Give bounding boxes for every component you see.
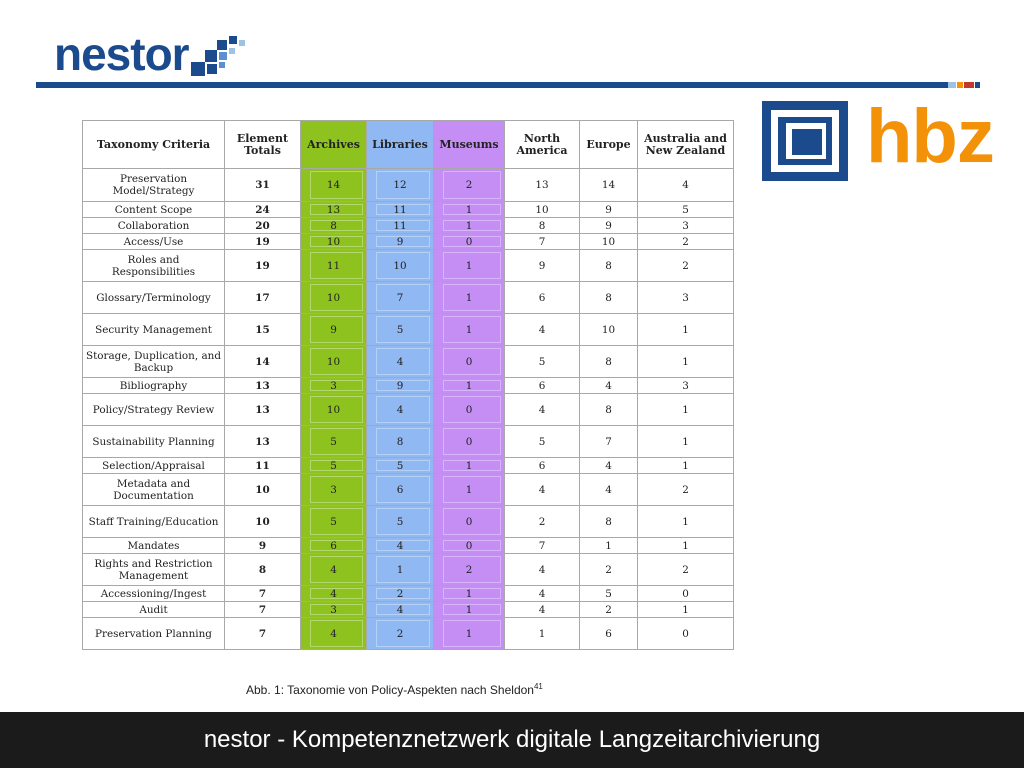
header-accent-red — [964, 82, 974, 88]
total-cell: 24 — [225, 202, 301, 218]
archives-cell: 3 — [301, 378, 367, 394]
criteria-cell: Rights and Restriction Management — [83, 554, 225, 586]
total-cell: 10 — [225, 506, 301, 538]
north-america-cell: 1 — [505, 618, 580, 650]
libraries-cell: 2 — [367, 586, 434, 602]
north-america-cell: 9 — [505, 250, 580, 282]
table-row — [83, 346, 734, 378]
museums-cell: 0 — [434, 234, 505, 250]
total-cell: 14 — [225, 346, 301, 378]
total-cell: 11 — [225, 458, 301, 474]
archives-cell: 4 — [301, 618, 367, 650]
libraries-cell: 4 — [367, 538, 434, 554]
footer-bar — [0, 712, 1024, 768]
north-america-cell: 4 — [505, 602, 580, 618]
north-america-cell: 13 — [505, 169, 580, 202]
museums-cell: 0 — [434, 346, 505, 378]
header-totals: Element Totals — [225, 121, 301, 169]
libraries-cell: 7 — [367, 282, 434, 314]
table-row — [83, 586, 734, 602]
total-cell: 15 — [225, 314, 301, 346]
australia-nz-cell: 4 — [638, 169, 734, 202]
australia-nz-cell: 1 — [638, 426, 734, 458]
table-row — [83, 506, 734, 538]
nestor-logo-squares-icon — [191, 36, 247, 76]
criteria-cell: Access/Use — [83, 234, 225, 250]
total-cell: 7 — [225, 618, 301, 650]
libraries-cell: 11 — [367, 218, 434, 234]
total-cell: 13 — [225, 426, 301, 458]
archives-cell: 6 — [301, 538, 367, 554]
criteria-cell: Collaboration — [83, 218, 225, 234]
header-museums: Museums — [434, 121, 505, 169]
europe-cell: 2 — [580, 554, 638, 586]
caption-text: Abb. 1: Taxonomie von Policy-Aspekten nach Sheldon — [246, 683, 534, 697]
hbz-logo — [762, 94, 994, 181]
total-cell: 10 — [225, 474, 301, 506]
north-america-cell: 7 — [505, 538, 580, 554]
total-cell: 20 — [225, 218, 301, 234]
table-row — [83, 426, 734, 458]
criteria-cell: Sustainability Planning — [83, 426, 225, 458]
table-row — [83, 314, 734, 346]
museums-cell: 1 — [434, 458, 505, 474]
criteria-cell: Roles and Responsibilities — [83, 250, 225, 282]
europe-cell: 4 — [580, 378, 638, 394]
north-america-cell: 4 — [505, 554, 580, 586]
table-row — [83, 378, 734, 394]
archives-cell: 14 — [301, 169, 367, 202]
europe-cell: 4 — [580, 474, 638, 506]
australia-nz-cell: 1 — [638, 602, 734, 618]
criteria-cell: Policy/Strategy Review — [83, 394, 225, 426]
europe-cell: 9 — [580, 218, 638, 234]
archives-cell: 10 — [301, 282, 367, 314]
museums-cell: 0 — [434, 394, 505, 426]
australia-nz-cell: 1 — [638, 538, 734, 554]
footer-text: nestor - Kompetenznetzwerk digitale Langzeitarchivierung — [203, 726, 821, 753]
libraries-cell: 6 — [367, 474, 434, 506]
north-america-cell: 4 — [505, 586, 580, 602]
museums-cell: 0 — [434, 426, 505, 458]
criteria-cell: Metadata and Documentation — [83, 474, 225, 506]
header-accent-blue — [975, 82, 980, 88]
north-america-cell: 6 — [505, 458, 580, 474]
criteria-cell: Audit — [83, 602, 225, 618]
table-header-row — [83, 121, 734, 169]
europe-cell: 5 — [580, 586, 638, 602]
australia-nz-cell: 2 — [638, 474, 734, 506]
total-cell: 19 — [225, 234, 301, 250]
europe-cell: 8 — [580, 506, 638, 538]
table-row — [83, 250, 734, 282]
museums-cell: 0 — [434, 538, 505, 554]
total-cell: 19 — [225, 250, 301, 282]
archives-cell: 10 — [301, 346, 367, 378]
museums-cell: 1 — [434, 618, 505, 650]
north-america-cell: 5 — [505, 426, 580, 458]
table-row — [83, 234, 734, 250]
total-cell: 8 — [225, 554, 301, 586]
australia-nz-cell: 3 — [638, 282, 734, 314]
archives-cell: 5 — [301, 426, 367, 458]
europe-cell: 6 — [580, 618, 638, 650]
australia-nz-cell: 1 — [638, 314, 734, 346]
hbz-logo-mark-icon — [762, 101, 848, 181]
total-cell: 17 — [225, 282, 301, 314]
australia-nz-cell: 1 — [638, 506, 734, 538]
museums-cell: 1 — [434, 218, 505, 234]
australia-nz-cell: 2 — [638, 234, 734, 250]
europe-cell: 10 — [580, 234, 638, 250]
north-america-cell: 10 — [505, 202, 580, 218]
table-row — [83, 554, 734, 586]
nestor-logo — [54, 28, 247, 80]
archives-cell: 5 — [301, 458, 367, 474]
figure-caption — [246, 683, 543, 697]
table-row — [83, 394, 734, 426]
archives-cell: 8 — [301, 218, 367, 234]
criteria-cell: Mandates — [83, 538, 225, 554]
header-australia-nz: Australia and New Zealand — [638, 121, 734, 169]
north-america-cell: 4 — [505, 314, 580, 346]
header-north-america: North America — [505, 121, 580, 169]
table-row — [83, 618, 734, 650]
north-america-cell: 6 — [505, 378, 580, 394]
museums-cell: 1 — [434, 602, 505, 618]
europe-cell: 2 — [580, 602, 638, 618]
header-criteria: Taxonomy Criteria — [83, 121, 225, 169]
europe-cell: 8 — [580, 394, 638, 426]
libraries-cell: 4 — [367, 346, 434, 378]
criteria-cell: Glossary/Terminology — [83, 282, 225, 314]
criteria-cell: Security Management — [83, 314, 225, 346]
nestor-logo-text: nestor — [54, 28, 189, 80]
museums-cell: 1 — [434, 202, 505, 218]
archives-cell: 10 — [301, 234, 367, 250]
libraries-cell: 11 — [367, 202, 434, 218]
total-cell: 9 — [225, 538, 301, 554]
australia-nz-cell: 5 — [638, 202, 734, 218]
total-cell: 7 — [225, 602, 301, 618]
table-row — [83, 169, 734, 202]
libraries-cell: 4 — [367, 394, 434, 426]
archives-cell: 9 — [301, 314, 367, 346]
criteria-cell: Bibliography — [83, 378, 225, 394]
europe-cell: 8 — [580, 282, 638, 314]
australia-nz-cell: 1 — [638, 394, 734, 426]
archives-cell: 11 — [301, 250, 367, 282]
north-america-cell: 7 — [505, 234, 580, 250]
archives-cell: 10 — [301, 394, 367, 426]
caption-footnote: 41 — [533, 682, 543, 691]
north-america-cell: 4 — [505, 394, 580, 426]
table-row — [83, 602, 734, 618]
australia-nz-cell: 1 — [638, 346, 734, 378]
header-divider — [36, 82, 948, 88]
europe-cell: 14 — [580, 169, 638, 202]
total-cell: 7 — [225, 586, 301, 602]
europe-cell: 8 — [580, 346, 638, 378]
europe-cell: 4 — [580, 458, 638, 474]
table-body — [83, 169, 734, 650]
table-row — [83, 458, 734, 474]
europe-cell: 1 — [580, 538, 638, 554]
header-archives: Archives — [301, 121, 367, 169]
libraries-cell: 5 — [367, 458, 434, 474]
museums-cell: 1 — [434, 586, 505, 602]
archives-cell: 4 — [301, 586, 367, 602]
libraries-cell: 8 — [367, 426, 434, 458]
north-america-cell: 8 — [505, 218, 580, 234]
table-row — [83, 202, 734, 218]
archives-cell: 3 — [301, 602, 367, 618]
table-row — [83, 282, 734, 314]
museums-cell: 2 — [434, 169, 505, 202]
libraries-cell: 9 — [367, 234, 434, 250]
north-america-cell: 5 — [505, 346, 580, 378]
libraries-cell: 1 — [367, 554, 434, 586]
taxonomy-table-container — [82, 120, 733, 650]
table-row — [83, 474, 734, 506]
hbz-logo-text: hbz — [866, 94, 994, 179]
libraries-cell: 10 — [367, 250, 434, 282]
libraries-cell: 5 — [367, 506, 434, 538]
australia-nz-cell: 3 — [638, 378, 734, 394]
total-cell: 13 — [225, 394, 301, 426]
north-america-cell: 2 — [505, 506, 580, 538]
archives-cell: 5 — [301, 506, 367, 538]
total-cell: 31 — [225, 169, 301, 202]
criteria-cell: Accessioning/Ingest — [83, 586, 225, 602]
header-accent-orange — [957, 82, 963, 88]
criteria-cell: Staff Training/Education — [83, 506, 225, 538]
criteria-cell: Preservation Model/Strategy — [83, 169, 225, 202]
archives-cell: 13 — [301, 202, 367, 218]
australia-nz-cell: 2 — [638, 250, 734, 282]
museums-cell: 1 — [434, 282, 505, 314]
criteria-cell: Storage, Duplication, and Backup — [83, 346, 225, 378]
australia-nz-cell: 1 — [638, 458, 734, 474]
museums-cell: 1 — [434, 378, 505, 394]
criteria-cell: Selection/Appraisal — [83, 458, 225, 474]
australia-nz-cell: 3 — [638, 218, 734, 234]
libraries-cell: 4 — [367, 602, 434, 618]
total-cell: 13 — [225, 378, 301, 394]
museums-cell: 2 — [434, 554, 505, 586]
museums-cell: 1 — [434, 314, 505, 346]
australia-nz-cell: 0 — [638, 618, 734, 650]
north-america-cell: 4 — [505, 474, 580, 506]
libraries-cell: 12 — [367, 169, 434, 202]
header-libraries: Libraries — [367, 121, 434, 169]
australia-nz-cell: 0 — [638, 586, 734, 602]
taxonomy-table — [82, 120, 734, 650]
header-europe: Europe — [580, 121, 638, 169]
archives-cell: 4 — [301, 554, 367, 586]
libraries-cell: 2 — [367, 618, 434, 650]
libraries-cell: 5 — [367, 314, 434, 346]
north-america-cell: 6 — [505, 282, 580, 314]
europe-cell: 7 — [580, 426, 638, 458]
libraries-cell: 9 — [367, 378, 434, 394]
australia-nz-cell: 2 — [638, 554, 734, 586]
criteria-cell: Preservation Planning — [83, 618, 225, 650]
header-accent-light — [948, 82, 956, 88]
criteria-cell: Content Scope — [83, 202, 225, 218]
table-row — [83, 538, 734, 554]
archives-cell: 3 — [301, 474, 367, 506]
museums-cell: 1 — [434, 474, 505, 506]
europe-cell: 9 — [580, 202, 638, 218]
europe-cell: 8 — [580, 250, 638, 282]
museums-cell: 1 — [434, 250, 505, 282]
table-row — [83, 218, 734, 234]
europe-cell: 10 — [580, 314, 638, 346]
museums-cell: 0 — [434, 506, 505, 538]
